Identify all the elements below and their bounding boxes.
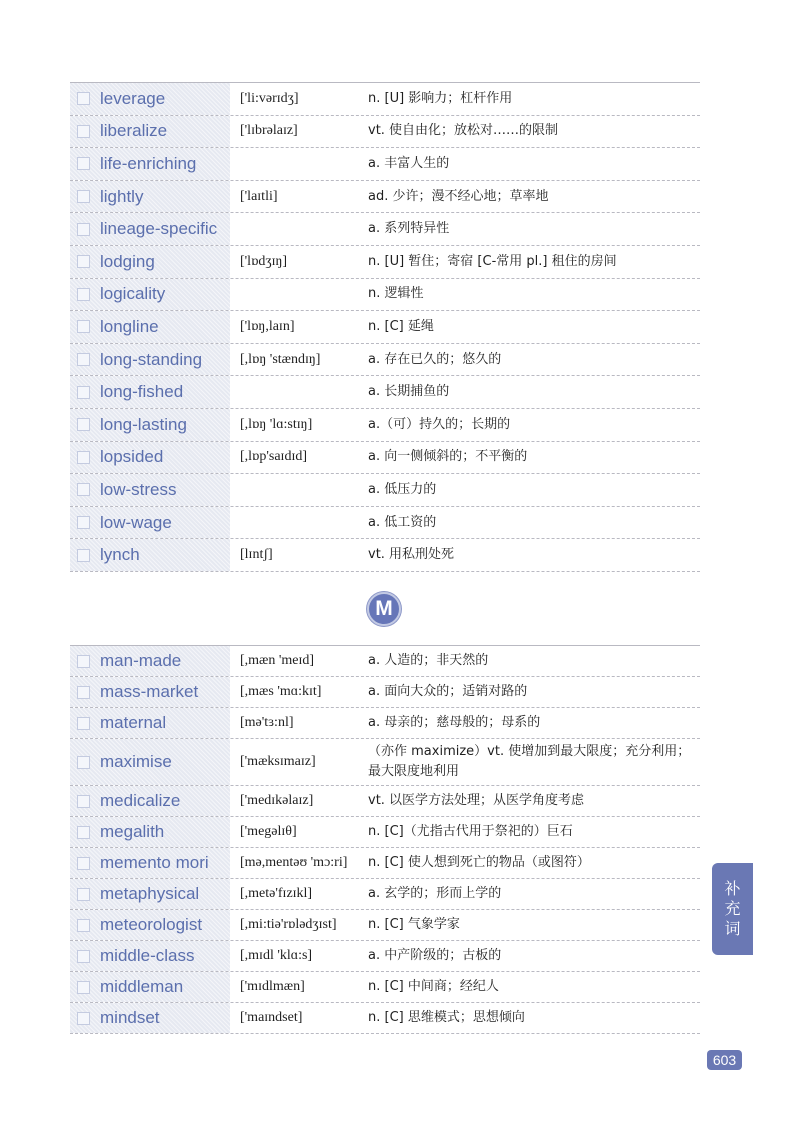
word-text: long-lasting: [100, 414, 187, 434]
phonetic: [,lɒŋ 'stændɪŋ]: [240, 351, 321, 367]
word-cell: [70, 116, 230, 148]
checkbox-icon[interactable]: [77, 655, 90, 668]
phonetic: [230, 474, 358, 506]
word-cell: [70, 213, 230, 245]
vocab-row: [70, 817, 700, 848]
checkbox-icon[interactable]: [77, 418, 90, 431]
vocab-row: [70, 910, 700, 941]
checkbox-icon[interactable]: [77, 795, 90, 808]
definition: vt. 用私刑处死: [368, 547, 455, 563]
word-cell: [70, 148, 230, 180]
definition: a. 长期捕鱼的: [368, 384, 450, 400]
checkbox-icon[interactable]: [77, 353, 90, 366]
word-text: middle-class: [100, 946, 195, 965]
definition: a. 存在已久的；悠久的: [368, 351, 502, 367]
checkbox-icon[interactable]: [77, 320, 90, 333]
phonetic: ['megəlɪθ]: [240, 824, 297, 839]
definition: a. 向一侧倾斜的；不平衡的: [368, 449, 528, 465]
vocab-row: [70, 442, 700, 475]
word-cell: [70, 677, 230, 707]
phonetic: ['lɪbrəlaɪz]: [240, 123, 298, 139]
definition: a. 玄学的；形而上学的: [368, 886, 502, 901]
word-cell: [70, 181, 230, 213]
definition: vt. 使自由化；放松对……的限制: [368, 123, 559, 139]
phonetic: [230, 507, 358, 539]
word-text: mass-market: [100, 682, 199, 701]
word-cell: [70, 879, 230, 909]
phonetic: [230, 376, 358, 408]
word-cell: [70, 646, 230, 676]
vocab-table-m: [70, 645, 700, 1034]
word-text: maximise: [100, 752, 172, 771]
letter-badge-m: M: [367, 592, 401, 626]
checkbox-icon[interactable]: [77, 190, 90, 203]
word-text: life-enriching: [100, 153, 197, 173]
definition: ad. 少许；漫不经心地；草率地: [368, 188, 549, 204]
definition: n. [C] 使人想到死亡的物品（或图符）: [368, 855, 590, 870]
word-text: lynch: [100, 545, 140, 565]
vocab-row: [70, 507, 700, 540]
checkbox-icon[interactable]: [77, 919, 90, 932]
word-cell: [70, 83, 230, 115]
vocab-row: [70, 539, 700, 572]
phonetic: [mə,mentəʊ 'mɔ:ri]: [240, 855, 348, 870]
word-cell: [70, 246, 230, 278]
checkbox-icon[interactable]: [77, 386, 90, 399]
phonetic: ['laɪtli]: [240, 188, 278, 204]
word-text: lopsided: [100, 447, 164, 467]
definition: vt. 以医学方法处理；从医学角度考虑: [368, 793, 585, 808]
phonetic: ['maɪndset]: [240, 1010, 303, 1025]
section-m: [70, 645, 700, 1034]
word-text: longline: [100, 316, 159, 336]
vocab-row: [70, 786, 700, 817]
word-text: middleman: [100, 977, 184, 996]
checkbox-icon[interactable]: [77, 1012, 90, 1025]
vocab-row: [70, 1003, 700, 1034]
checkbox-icon[interactable]: [77, 157, 90, 170]
vocab-row: [70, 879, 700, 910]
word-text: mindset: [100, 1008, 160, 1027]
word-cell: [70, 739, 230, 785]
word-text: long-fished: [100, 382, 184, 402]
phonetic: [230, 148, 358, 180]
word-cell: [70, 344, 230, 376]
phonetic: [230, 279, 358, 311]
vocab-row: [70, 708, 700, 739]
definition: n. [U] 暂住；寄宿 [C-常用 pl.] 租住的房间: [368, 253, 617, 269]
word-cell: [70, 376, 230, 408]
phonetic: ['lɒdʒɪŋ]: [240, 253, 288, 269]
phonetic: [mə'tɜ:nl]: [240, 715, 294, 730]
phonetic: [,mæn 'meɪd]: [240, 653, 315, 668]
word-cell: [70, 442, 230, 474]
word-cell: [70, 1003, 230, 1033]
vocab-row: [70, 646, 700, 677]
word-cell: [70, 311, 230, 343]
vocab-row: [70, 148, 700, 181]
phonetic: [,lɒŋ 'lɑ:stɪŋ]: [240, 416, 313, 432]
checkbox-icon[interactable]: [77, 288, 90, 301]
word-cell: [70, 539, 230, 571]
word-text: liberalize: [100, 121, 168, 141]
word-text: logicality: [100, 284, 166, 304]
checkbox-icon[interactable]: [77, 857, 90, 870]
definition: n. [U] 影响力；杠杆作用: [368, 90, 513, 106]
checkbox-icon[interactable]: [77, 223, 90, 236]
checkbox-icon[interactable]: [77, 717, 90, 730]
definition: n. [C]（尤指古代用于祭祀的）巨石: [368, 824, 573, 839]
word-cell: [70, 786, 230, 816]
phonetic: ['mɪdlmæn]: [240, 979, 305, 994]
phonetic: [230, 213, 358, 245]
phonetic: ['li:vərɪdʒ]: [240, 90, 299, 106]
phonetic: ['mæksɪmaɪz]: [240, 754, 316, 769]
definition: a.（可）持久的；长期的: [368, 416, 511, 432]
checkbox-icon[interactable]: [77, 125, 90, 138]
word-cell: [70, 848, 230, 878]
page-number: 603: [707, 1050, 742, 1070]
phonetic: [,metə'fɪzɪkl]: [240, 886, 313, 901]
word-text: lightly: [100, 186, 144, 206]
definition: a. 中产阶级的；古板的: [368, 948, 502, 963]
definition: a. 母亲的；慈母般的；母系的: [368, 715, 541, 730]
word-text: long-standing: [100, 349, 203, 369]
definition: n. [C] 思维模式；思想倾向: [368, 1010, 525, 1025]
phonetic: ['lɒŋ,laɪn]: [240, 318, 295, 334]
phonetic: [,mɪdl 'klɑ:s]: [240, 948, 313, 963]
checkbox-icon[interactable]: [77, 549, 90, 562]
word-text: low-stress: [100, 479, 177, 499]
vocab-row: [70, 344, 700, 377]
checkbox-icon[interactable]: [77, 686, 90, 699]
vocab-table-l: [70, 82, 700, 572]
vocab-row: [70, 246, 700, 279]
definition: n. 逻辑性: [368, 286, 424, 302]
vocab-row: [70, 677, 700, 708]
word-cell: [70, 972, 230, 1002]
definition: （亦作 maximize）vt. 使增加到最大限度；充分利用；最大限度地利用: [368, 744, 691, 779]
word-text: megalith: [100, 822, 165, 841]
definition: a. 人造的；非天然的: [368, 653, 489, 668]
definition: a. 系列特异性: [368, 221, 450, 237]
word-cell: [70, 409, 230, 441]
definition: a. 低压力的: [368, 481, 437, 497]
checkbox-icon[interactable]: [77, 950, 90, 963]
word-text: memento mori: [100, 853, 209, 872]
checkbox-icon[interactable]: [77, 888, 90, 901]
definition: n. [C] 延绳: [368, 318, 434, 334]
vocab-row: [70, 972, 700, 1003]
word-cell: [70, 507, 230, 539]
section-l: [70, 82, 700, 572]
word-text: lodging: [100, 251, 155, 271]
checkbox-icon[interactable]: [77, 981, 90, 994]
word-text: meteorologist: [100, 915, 203, 934]
vocab-row: [70, 116, 700, 149]
word-cell: [70, 941, 230, 971]
vocab-row: [70, 311, 700, 344]
word-cell: [70, 708, 230, 738]
vocab-row: [70, 739, 700, 786]
word-text: leverage: [100, 88, 166, 108]
phonetic: [,lɒp'saɪdɪd]: [240, 449, 307, 465]
checkbox-icon[interactable]: [77, 483, 90, 496]
phonetic: [,mi:tiə'rɒlədʒɪst]: [240, 917, 337, 932]
side-tab-label: 补充词: [724, 879, 741, 938]
word-text: low-wage: [100, 512, 172, 532]
word-text: man-made: [100, 651, 182, 670]
definition: n. [C] 中间商；经纪人: [368, 979, 499, 994]
checkbox-icon[interactable]: [77, 826, 90, 839]
checkbox-icon[interactable]: [77, 92, 90, 105]
word-text: metaphysical: [100, 884, 200, 903]
vocab-row: [70, 279, 700, 312]
phonetic: ['medɪkəlaɪz]: [240, 793, 314, 808]
word-text: maternal: [100, 713, 167, 732]
checkbox-icon[interactable]: [77, 451, 90, 464]
word-cell: [70, 817, 230, 847]
definition: a. 丰富人生的: [368, 155, 450, 171]
definition: n. [C] 气象学家: [368, 917, 460, 932]
checkbox-icon[interactable]: [77, 255, 90, 268]
vocab-row: [70, 213, 700, 246]
side-tab[interactable]: [712, 863, 753, 955]
vocab-row: [70, 941, 700, 972]
word-text: medicalize: [100, 791, 181, 810]
phonetic: [lɪntʃ]: [240, 547, 273, 563]
word-cell: [70, 910, 230, 940]
definition: a. 面向大众的；适销对路的: [368, 684, 528, 699]
vocab-row: [70, 181, 700, 214]
vocab-row: [70, 409, 700, 442]
definition: a. 低工资的: [368, 514, 437, 530]
word-cell: [70, 279, 230, 311]
word-text: lineage-specific: [100, 219, 218, 239]
word-cell: [70, 474, 230, 506]
vocab-row: [70, 83, 700, 116]
checkbox-icon[interactable]: [77, 756, 90, 769]
vocab-row: [70, 848, 700, 879]
phonetic: [,mæs 'mɑ:kɪt]: [240, 684, 322, 699]
checkbox-icon[interactable]: [77, 516, 90, 529]
vocab-row: [70, 376, 700, 409]
vocab-row: [70, 474, 700, 507]
